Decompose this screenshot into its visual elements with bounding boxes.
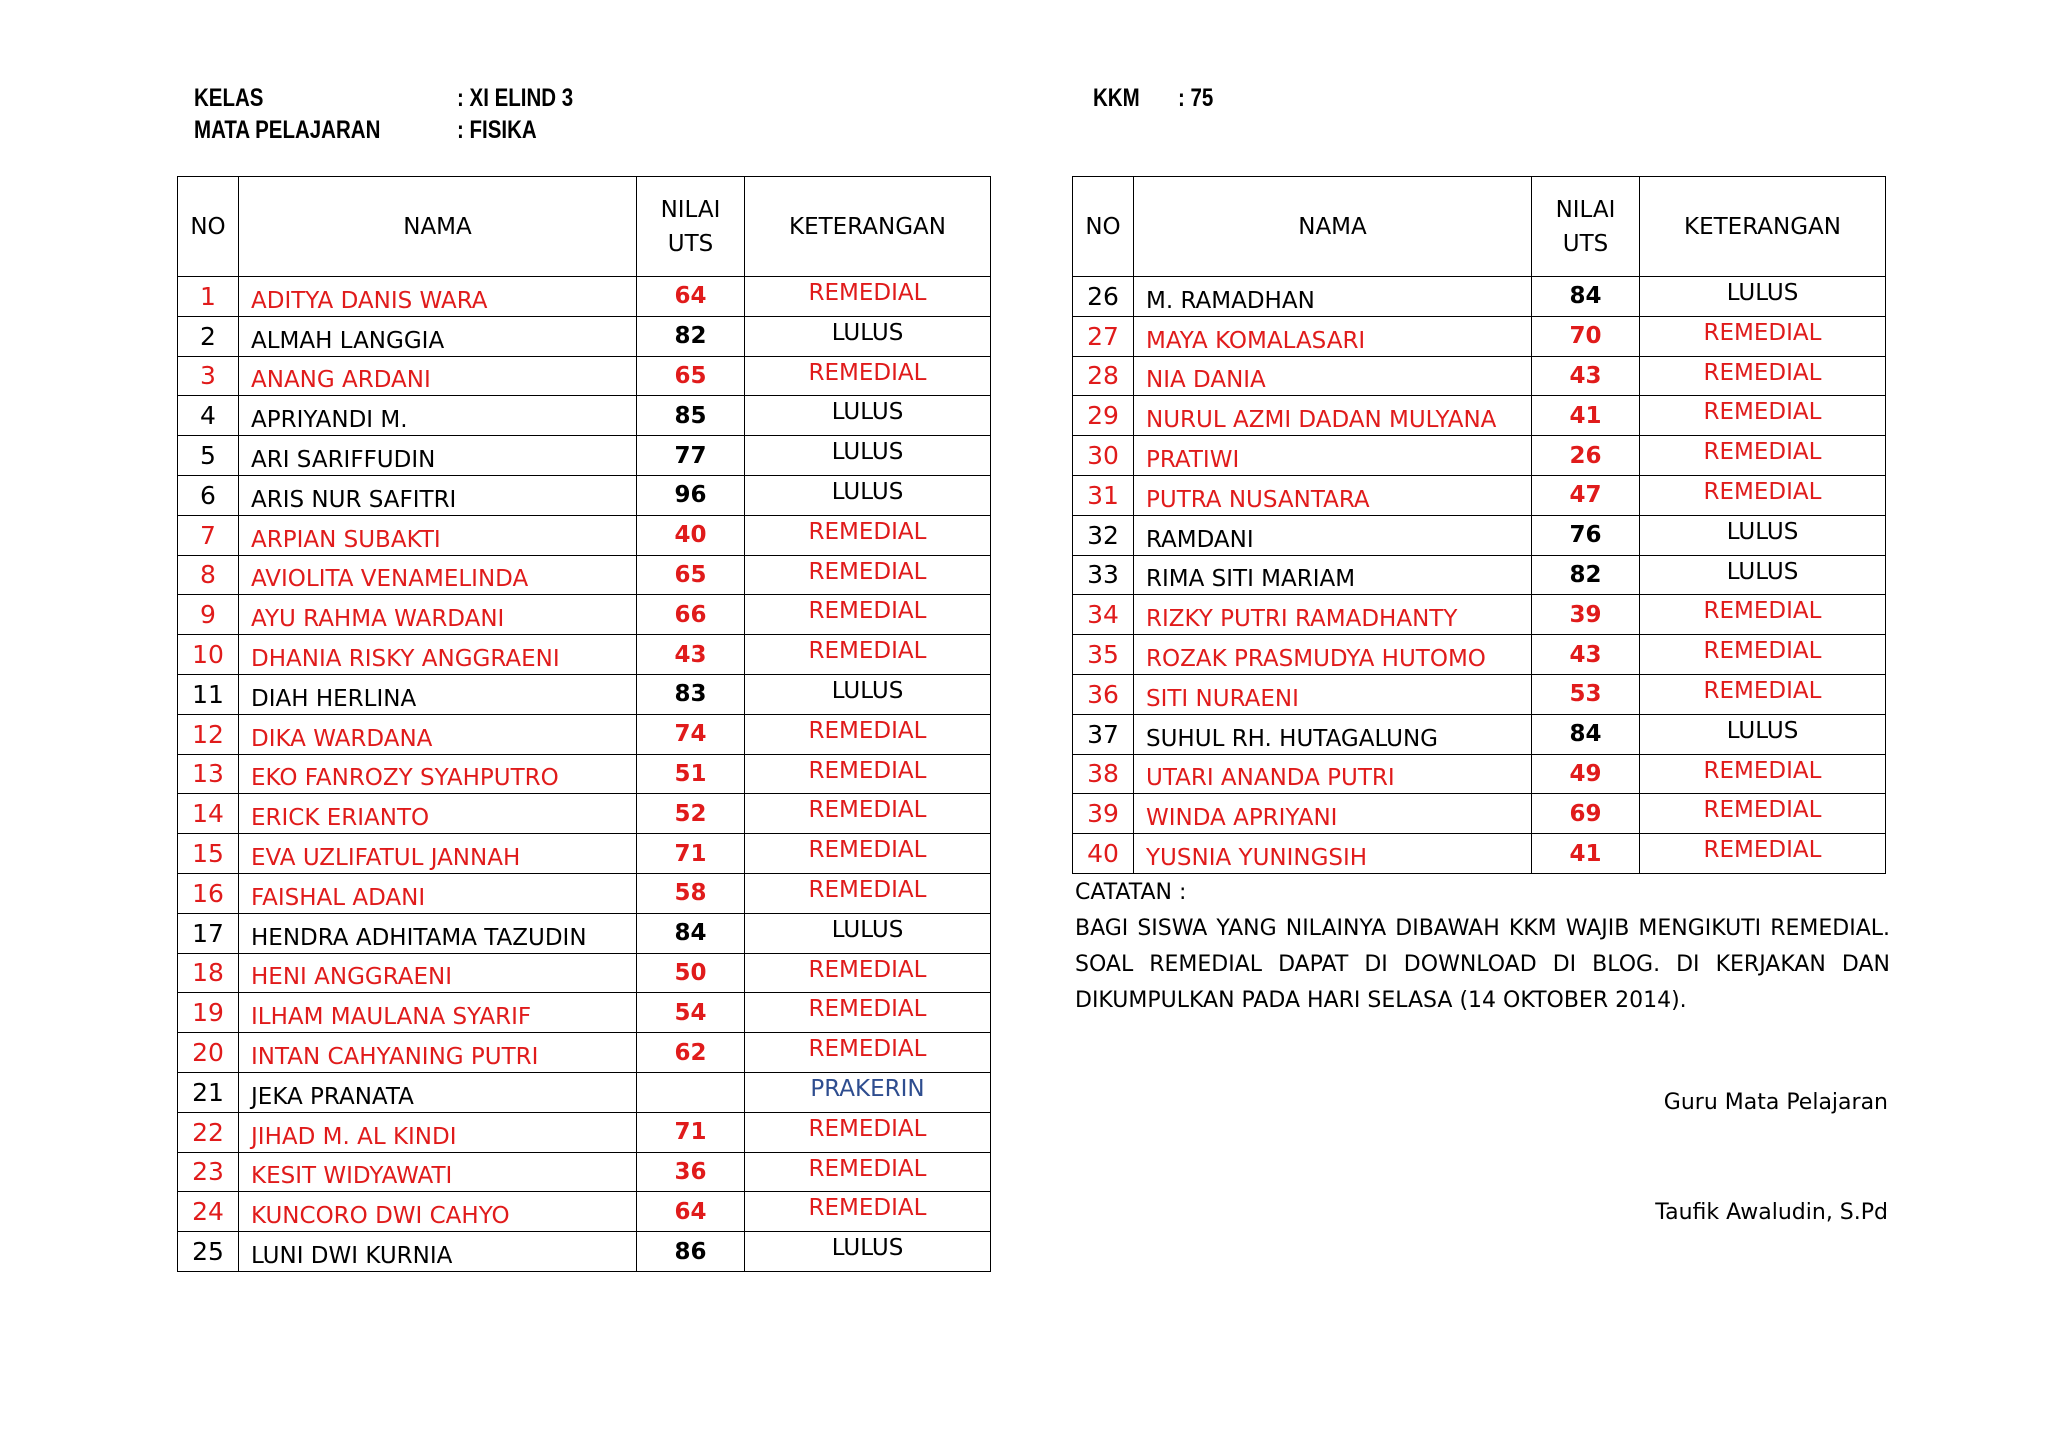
uts-score: 84 — [1532, 277, 1640, 317]
row-number: 23 — [178, 1152, 239, 1192]
table-row — [178, 913, 991, 953]
signature-role: Guru Mata Pelajaran — [1663, 1090, 1888, 1115]
table-row — [178, 953, 991, 993]
status-keterangan: REMEDIAL — [1640, 674, 1886, 714]
row-number: 12 — [178, 714, 239, 754]
status-keterangan: REMEDIAL — [745, 714, 991, 754]
status-keterangan: LULUS — [745, 674, 991, 714]
student-name: DIAH HERLINA — [239, 674, 637, 714]
kelas-value: : XI ELIND 3 — [457, 84, 574, 112]
row-number: 33 — [1073, 555, 1134, 595]
status-keterangan: LULUS — [745, 436, 991, 476]
col-nama-header: NAMA — [239, 177, 637, 277]
student-name: WINDA APRIYANI — [1134, 794, 1532, 834]
table-row — [178, 515, 991, 555]
col-keterangan-header: KETERANGAN — [1640, 177, 1886, 277]
student-name: SUHUL RH. HUTAGALUNG — [1134, 714, 1532, 754]
row-number: 8 — [178, 555, 239, 595]
row-number: 5 — [178, 436, 239, 476]
status-keterangan: LULUS — [745, 396, 991, 436]
status-keterangan: REMEDIAL — [745, 277, 991, 317]
row-number: 19 — [178, 993, 239, 1033]
student-name: EKO FANROZY SYAHPUTRO — [239, 754, 637, 794]
row-number: 22 — [178, 1112, 239, 1152]
status-keterangan: LULUS — [1640, 555, 1886, 595]
uts-score: 96 — [637, 475, 745, 515]
status-keterangan: PRAKERIN — [745, 1072, 991, 1112]
table-row — [1073, 714, 1886, 754]
student-name: APRIYANDI M. — [239, 396, 637, 436]
table-header-row — [1073, 177, 1886, 277]
student-name: ADITYA DANIS WARA — [239, 277, 637, 317]
uts-score: 86 — [637, 1232, 745, 1272]
student-name: ARIS NUR SAFITRI — [239, 475, 637, 515]
uts-score: 52 — [637, 794, 745, 834]
status-keterangan: REMEDIAL — [745, 1192, 991, 1232]
row-number: 24 — [178, 1192, 239, 1232]
uts-score: 84 — [1532, 714, 1640, 754]
uts-score: 76 — [1532, 515, 1640, 555]
student-name: ROZAK PRASMUDYA HUTOMO — [1134, 635, 1532, 675]
uts-score: 47 — [1532, 475, 1640, 515]
table-row — [1073, 794, 1886, 834]
status-keterangan: REMEDIAL — [1640, 396, 1886, 436]
student-name: ERICK ERIANTO — [239, 794, 637, 834]
uts-score: 51 — [637, 754, 745, 794]
catatan-title: CATATAN : — [1075, 880, 1187, 905]
col-nilai-header: NILAI UTS — [637, 177, 745, 277]
status-keterangan: REMEDIAL — [1640, 794, 1886, 834]
signature-name: Taufik Awaludin, S.Pd — [1655, 1200, 1888, 1225]
uts-score: 74 — [637, 714, 745, 754]
row-number: 18 — [178, 953, 239, 993]
kkm-label: KKM — [1093, 84, 1140, 112]
uts-score: 64 — [637, 277, 745, 317]
row-number: 17 — [178, 913, 239, 953]
student-name: AYU RAHMA WARDANI — [239, 595, 637, 635]
student-name: DHANIA RISKY ANGGRAENI — [239, 635, 637, 675]
student-name: AVIOLITA VENAMELINDA — [239, 555, 637, 595]
status-keterangan: REMEDIAL — [1640, 436, 1886, 476]
table-row — [1073, 396, 1886, 436]
row-number: 4 — [178, 396, 239, 436]
uts-score: 41 — [1532, 834, 1640, 874]
student-name: LUNI DWI KURNIA — [239, 1232, 637, 1272]
status-keterangan: REMEDIAL — [745, 356, 991, 396]
uts-score: 85 — [637, 396, 745, 436]
status-keterangan: REMEDIAL — [745, 595, 991, 635]
uts-score: 53 — [1532, 674, 1640, 714]
uts-score: 71 — [637, 834, 745, 874]
student-name: ARI SARIFFUDIN — [239, 436, 637, 476]
table-row — [1073, 635, 1886, 675]
col-no-header: NO — [1073, 177, 1134, 277]
uts-score: 39 — [1532, 595, 1640, 635]
uts-score: 49 — [1532, 754, 1640, 794]
row-number: 35 — [1073, 635, 1134, 675]
mapel-value: : FISIKA — [457, 116, 537, 144]
status-keterangan: REMEDIAL — [1640, 635, 1886, 675]
student-name: PRATIWI — [1134, 436, 1532, 476]
student-name: ALMAH LANGGIA — [239, 316, 637, 356]
uts-score: 84 — [637, 913, 745, 953]
table-row — [178, 834, 991, 874]
student-name: JEKA PRANATA — [239, 1072, 637, 1112]
student-name: FAISHAL ADANI — [239, 873, 637, 913]
col-nilai-header: NILAI UTS — [1532, 177, 1640, 277]
grade-table-left — [177, 176, 991, 1272]
student-name: HENDRA ADHITAMA TAZUDIN — [239, 913, 637, 953]
uts-score: 43 — [637, 635, 745, 675]
student-name: SITI NURAENI — [1134, 674, 1532, 714]
uts-score: 82 — [1532, 555, 1640, 595]
student-name: KESIT WIDYAWATI — [239, 1152, 637, 1192]
row-number: 37 — [1073, 714, 1134, 754]
row-number: 27 — [1073, 316, 1134, 356]
uts-score: 58 — [637, 873, 745, 913]
student-name: RIMA SITI MARIAM — [1134, 555, 1532, 595]
table-row — [1073, 674, 1886, 714]
student-name: RIZKY PUTRI RAMADHANTY — [1134, 595, 1532, 635]
student-name: ILHAM MAULANA SYARIF — [239, 993, 637, 1033]
student-name: JIHAD M. AL KINDI — [239, 1112, 637, 1152]
status-keterangan: REMEDIAL — [745, 1112, 991, 1152]
table-row — [178, 1033, 991, 1073]
row-number: 36 — [1073, 674, 1134, 714]
status-keterangan: REMEDIAL — [745, 834, 991, 874]
uts-score: 43 — [1532, 356, 1640, 396]
student-name: M. RAMADHAN — [1134, 277, 1532, 317]
row-number: 10 — [178, 635, 239, 675]
table-row — [1073, 277, 1886, 317]
grade-table-right — [1072, 176, 1886, 874]
table-row — [1073, 834, 1886, 874]
table-header-row — [178, 177, 991, 277]
uts-score: 65 — [637, 356, 745, 396]
row-number: 1 — [178, 277, 239, 317]
table-row — [1073, 436, 1886, 476]
student-name: INTAN CAHYANING PUTRI — [239, 1033, 637, 1073]
uts-score — [637, 1072, 745, 1112]
row-number: 25 — [178, 1232, 239, 1272]
student-name: YUSNIA YUNINGSIH — [1134, 834, 1532, 874]
status-keterangan: REMEDIAL — [1640, 754, 1886, 794]
uts-score: 43 — [1532, 635, 1640, 675]
uts-score: 71 — [637, 1112, 745, 1152]
table-row — [178, 1192, 991, 1232]
table-row — [1073, 316, 1886, 356]
uts-score: 66 — [637, 595, 745, 635]
row-number: 34 — [1073, 595, 1134, 635]
student-name: PUTRA NUSANTARA — [1134, 475, 1532, 515]
status-keterangan: REMEDIAL — [1640, 834, 1886, 874]
status-keterangan: REMEDIAL — [745, 953, 991, 993]
status-keterangan: REMEDIAL — [1640, 595, 1886, 635]
row-number: 15 — [178, 834, 239, 874]
student-name: UTARI ANANDA PUTRI — [1134, 754, 1532, 794]
table-row — [1073, 754, 1886, 794]
status-keterangan: REMEDIAL — [745, 873, 991, 913]
row-number: 21 — [178, 1072, 239, 1112]
row-number: 32 — [1073, 515, 1134, 555]
uts-score: 83 — [637, 674, 745, 714]
row-number: 20 — [178, 1033, 239, 1073]
table-row — [178, 873, 991, 913]
student-name: ARPIAN SUBAKTI — [239, 515, 637, 555]
table-row — [1073, 356, 1886, 396]
table-row — [178, 475, 991, 515]
status-keterangan: REMEDIAL — [745, 515, 991, 555]
uts-score: 41 — [1532, 396, 1640, 436]
student-name: NURUL AZMI DADAN MULYANA — [1134, 396, 1532, 436]
row-number: 6 — [178, 475, 239, 515]
status-keterangan: REMEDIAL — [745, 794, 991, 834]
kelas-label: KELAS — [194, 84, 264, 112]
row-number: 30 — [1073, 436, 1134, 476]
table-row — [178, 1112, 991, 1152]
uts-score: 77 — [637, 436, 745, 476]
table-row — [178, 674, 991, 714]
status-keterangan: REMEDIAL — [1640, 316, 1886, 356]
table-row — [178, 436, 991, 476]
uts-score: 26 — [1532, 436, 1640, 476]
status-keterangan: LULUS — [745, 913, 991, 953]
uts-score: 54 — [637, 993, 745, 1033]
row-number: 28 — [1073, 356, 1134, 396]
status-keterangan: REMEDIAL — [745, 555, 991, 595]
status-keterangan: REMEDIAL — [745, 1152, 991, 1192]
row-number: 29 — [1073, 396, 1134, 436]
mapel-label: MATA PELAJARAN — [194, 116, 381, 144]
table-row — [178, 714, 991, 754]
uts-score: 36 — [637, 1152, 745, 1192]
row-number: 9 — [178, 595, 239, 635]
table-row — [178, 555, 991, 595]
status-keterangan: LULUS — [745, 316, 991, 356]
student-name: MAYA KOMALASARI — [1134, 316, 1532, 356]
uts-score: 40 — [637, 515, 745, 555]
status-keterangan: REMEDIAL — [1640, 356, 1886, 396]
row-number: 16 — [178, 873, 239, 913]
table-row — [178, 595, 991, 635]
row-number: 11 — [178, 674, 239, 714]
table-row — [178, 754, 991, 794]
table-row — [178, 635, 991, 675]
status-keterangan: REMEDIAL — [745, 1033, 991, 1073]
table-row — [178, 993, 991, 1033]
row-number: 40 — [1073, 834, 1134, 874]
student-name: ANANG ARDANI — [239, 356, 637, 396]
row-number: 13 — [178, 754, 239, 794]
uts-score: 65 — [637, 555, 745, 595]
status-keterangan: LULUS — [1640, 714, 1886, 754]
student-name: EVA UZLIFATUL JANNAH — [239, 834, 637, 874]
table-row — [178, 1232, 991, 1272]
row-number: 26 — [1073, 277, 1134, 317]
table-row — [1073, 515, 1886, 555]
table-row — [178, 316, 991, 356]
status-keterangan: REMEDIAL — [745, 754, 991, 794]
table-row — [178, 277, 991, 317]
row-number: 3 — [178, 356, 239, 396]
row-number: 31 — [1073, 475, 1134, 515]
table-row — [178, 356, 991, 396]
col-nama-header: NAMA — [1134, 177, 1532, 277]
uts-score: 50 — [637, 953, 745, 993]
row-number: 7 — [178, 515, 239, 555]
status-keterangan: LULUS — [745, 1232, 991, 1272]
uts-score: 82 — [637, 316, 745, 356]
table-row — [178, 1072, 991, 1112]
uts-score: 64 — [637, 1192, 745, 1232]
row-number: 38 — [1073, 754, 1134, 794]
col-keterangan-header: KETERANGAN — [745, 177, 991, 277]
kkm-value: : 75 — [1178, 84, 1214, 112]
uts-score: 70 — [1532, 316, 1640, 356]
table-row — [1073, 555, 1886, 595]
status-keterangan: REMEDIAL — [745, 993, 991, 1033]
row-number: 39 — [1073, 794, 1134, 834]
table-row — [1073, 595, 1886, 635]
status-keterangan: REMEDIAL — [745, 635, 991, 675]
student-name: NIA DANIA — [1134, 356, 1532, 396]
table-row — [178, 794, 991, 834]
status-keterangan: LULUS — [745, 475, 991, 515]
student-name: DIKA WARDANA — [239, 714, 637, 754]
student-name: HENI ANGGRAENI — [239, 953, 637, 993]
table-row — [178, 396, 991, 436]
row-number: 2 — [178, 316, 239, 356]
catatan-body: BAGI SISWA YANG NILAINYA DIBAWAH KKM WAJIB MENGIKUTI REMEDIAL. SOAL REMEDIAL DAPAT DI DOWNLOAD DI BLOG. DI KERJAKAN DAN DIKUMPULKAN PADA HARI SELASA (14 OKTOBER 2014). — [1075, 916, 1890, 1013]
student-name: KUNCORO DWI CAHYO — [239, 1192, 637, 1232]
uts-score: 69 — [1532, 794, 1640, 834]
student-name: RAMDANI — [1134, 515, 1532, 555]
col-no-header: NO — [178, 177, 239, 277]
status-keterangan: LULUS — [1640, 277, 1886, 317]
row-number: 14 — [178, 794, 239, 834]
status-keterangan: REMEDIAL — [1640, 475, 1886, 515]
table-row — [178, 1152, 991, 1192]
uts-score: 62 — [637, 1033, 745, 1073]
status-keterangan: LULUS — [1640, 515, 1886, 555]
table-row — [1073, 475, 1886, 515]
